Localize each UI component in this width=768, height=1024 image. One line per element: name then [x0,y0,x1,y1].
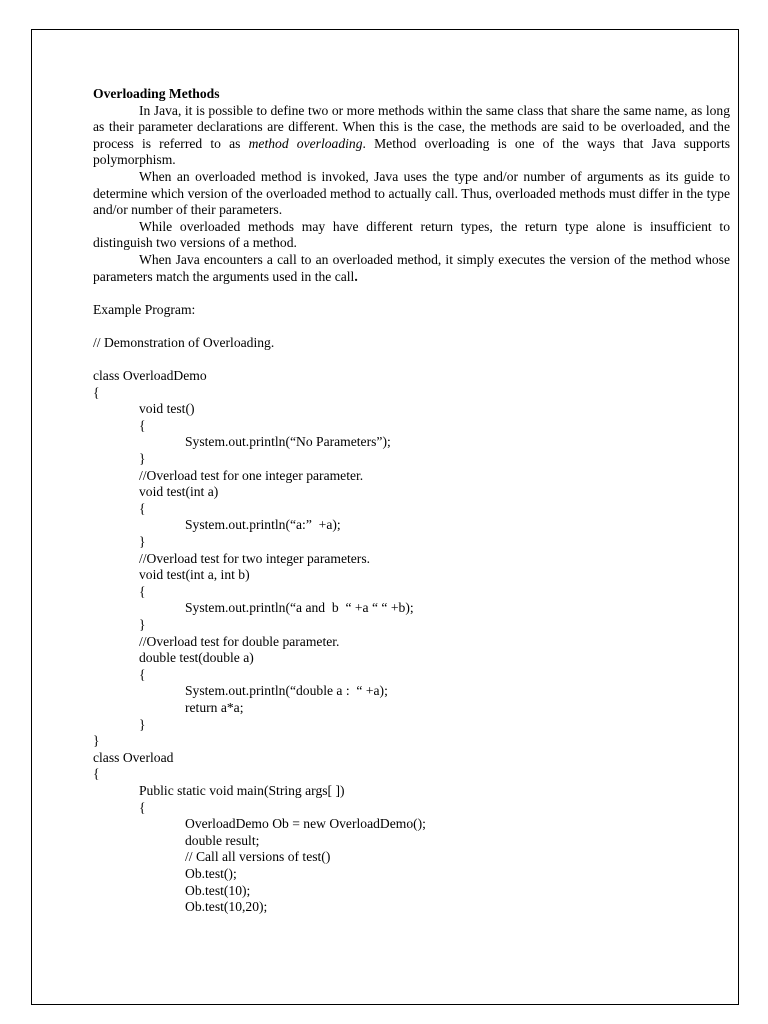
spacer [93,318,730,335]
code-line: } [139,451,146,467]
code-line: return a*a; [185,699,244,715]
paragraph-4 [93,252,730,285]
paragraph-4-period: . [354,268,358,284]
paragraph-2: When an overloaded method is invoked, Java uses the type and/or number of arguments as its guide to determine which version of the overloaded method to actually call. Thus, overloaded methods must differ in the type and/or number of their parameters. [93,168,730,218]
code-line: System.out.println(“double a : “ +a); [185,683,388,699]
code-line: } [139,716,146,732]
code-line: } [93,733,100,749]
code-line: System.out.println(“a:” +a); [185,517,341,533]
code-line: void test(int a) [139,484,219,500]
code-line: //Overload test for two integer parameters. [139,550,371,566]
paragraph-4-text: When Java encounters a call to an overloaded method, it simply executes the version of the method whose parameters match the arguments used in the call [93,251,730,284]
code-line: double result; [185,832,260,848]
paragraph-1-emphasis: method overloading [248,135,363,151]
document-body [93,86,730,916]
code-line: // Call all versions of test() [185,849,331,865]
code-line: { [93,766,100,782]
code-line: class OverloadDemo [93,368,207,384]
code-line: { [139,500,146,516]
code-line: //Overload test for one integer parameter. [139,467,364,483]
demo-comment: // Demonstration of Overloading. [93,334,275,350]
paragraph-1 [93,103,730,169]
code-line: { [139,799,146,815]
code-line: OverloadDemo Ob = new OverloadDemo(); [185,816,426,832]
spacer [93,352,730,369]
paragraph-1-text-b: . Method overloading is one of the ways that Java supports polymorphism. [93,135,731,168]
code-line: Ob.test(10); [185,882,251,898]
code-line: } [139,534,146,550]
paragraph-1-text-a: In Java, it is possible to define two or more methods within the same class that share the same name, as long as their parameter declarations are different. When this is the case, the methods are said to be overloaded, and the process is referred to as [93,102,730,151]
spacer [93,285,730,302]
code-line: void test(int a, int b) [139,567,250,583]
code-line: { [139,666,146,682]
code-line: Ob.test(); [185,865,237,881]
code-line: { [139,583,146,599]
code-line: Ob.test(10,20); [185,899,268,915]
code-line: void test() [139,401,195,417]
code-line: { [93,384,100,400]
code-line: } [139,617,146,632]
example-label: Example Program: [93,301,196,317]
code-line: System.out.println(“a and b “ +a “ “ +b); [185,600,414,616]
code-line: //Overload test for double parameter. [139,633,340,649]
code-line: System.out.println(“No Parameters”); [185,434,391,450]
code-line: { [139,417,146,433]
section-heading: Overloading Methods [93,86,220,101]
paragraph-3: While overloaded methods may have different return types, the return type alone is insufficient to distinguish two versions of a method. [93,218,730,251]
code-line: class Overload [93,749,174,765]
code-block [93,368,730,916]
code-line: double test(double a) [139,650,254,666]
code-line: Public static void main(String args[ ]) [139,782,345,798]
